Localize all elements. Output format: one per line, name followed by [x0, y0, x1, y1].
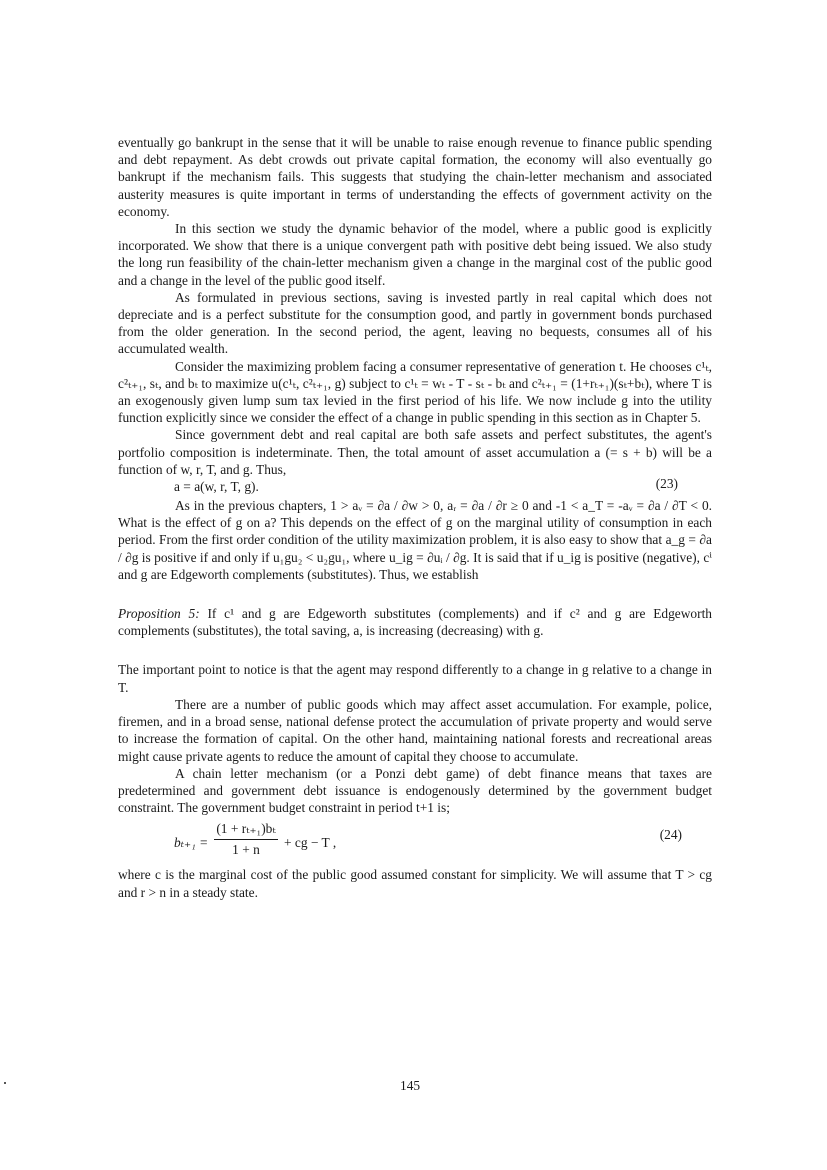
paragraph-1: eventually go bankrupt in the sense that it will be unable to raise enough revenue to finance public spending and debt repayment. As debt crowds out private capital formation, the economy will also eventually go bankrupt if the mechanism fails. This suggests that studying the chain-letter mechanism and associated austerity measures is quite important in terms of understanding the effects of government activity on the economy. — [118, 135, 712, 219]
scan-speck — [4, 1082, 6, 1084]
equation-24-rhs: + cg − T , — [284, 835, 337, 851]
paragraph-7: The important point to notice is that the agent may respond differently to a change in g relative to a change in T. — [118, 662, 712, 695]
paragraph-8: There are a number of public goods which may affect asset accumulation. For example, police, firemen, and in a broad sense, national defense protect the accumulation of private property and would serve to increase the formation of capital. On the other hand, maintaining national forests and recreational areas might cause private agents to reduce the amount of capital they choose to accumulate. — [118, 696, 712, 764]
equation-23-body: a = a(w, r, T, g). — [174, 479, 259, 495]
paragraph-2: In this section we study the dynamic behavior of the model, where a public good is explicitly incorporated. We show that there is a unique convergent path with positive debt being issued. We also study the long run feasibility of the chain-letter mechanism given a change in the marginal cost of the public good and a change in the level of the public good itself. — [118, 221, 712, 288]
paragraph-3: As formulated in previous sections, saving is invested partly in real capital which does not depreciate and is a perfect substitute for the consumption good, and partly in government bonds purchased from the older generation. In the second period, the agent, leaving no bequests, consumes all of his accumulated wealth. — [118, 289, 712, 357]
equation-24-denominator: 1 + n — [232, 841, 260, 857]
equation-23-number: (23) — [655, 476, 678, 492]
paragraph-5: Since government debt and real capital are both safe assets and perfect substitutes, the agent's portfolio composition is indeterminate. Then, the total amount of asset accumulation a (= s + b) will be a function of w, r, T, and g. Thus, — [118, 427, 712, 477]
equation-24-numerator: (1 + rₜ₊₁)bₜ — [214, 820, 278, 839]
equation-24-lhs: bₜ₊₁ = — [174, 835, 209, 851]
page-body — [118, 134, 712, 901]
equation-24-fraction — [214, 820, 278, 857]
proposition-text: If c¹ and g are Edgeworth substitutes (complements) and if c² and g are Edgeworth complements (substitutes), the total saving, a, is increasing (decreasing) with g. — [118, 606, 712, 639]
paragraph-4: Consider the maximizing problem facing a consumer representative of generation t. He chooses c¹ₜ, c²ₜ₊₁, sₜ, and bₜ to maximize u(c¹ₜ, c²ₜ₊₁, g) subject to c¹ₜ = wₜ - T - sₜ - bₜ and c²ₜ₊₁ = (1+rₜ₊₁)(sₜ+bₜ), where T is an exogenously given lump sum tax levied in the first period of his life. We now include g into the utility function explicitly since we consider the effect of a change in public spending in this section as in Chapter 5. — [118, 358, 712, 426]
equation-24 — [118, 820, 712, 866]
page-number: 145 — [400, 1078, 421, 1093]
paragraph-6: As in the previous chapters, 1 > aᵥ = ∂a / ∂w > 0, aᵣ = ∂a / ∂r ≥ 0 and -1 < a_T = -aᵥ = ∂a / ∂T < 0. What is the effect of g on a? This depends on the effect of g on the marginal utility of consumption in each period. From the first order condition of the utility maximization problem, it is also easy to show that a_g = ∂a / ∂g is positive if and only if u₁gu₂ < u₂gu₁, where u_ig = ∂uᵢ / ∂g. It is said that if u_ig is positive (negative), cⁱ and g are Edgeworth complements (substitutes). Thus, we establish — [118, 498, 712, 582]
paragraph-9: A chain letter mechanism (or a Ponzi debt game) of debt finance means that taxes are predetermined and government debt issuance is endogenously determined by the government budget constraint. The government budget constraint in period t+1 is; — [118, 765, 712, 816]
proposition-title: Proposition 5: — [118, 606, 200, 622]
paragraph-10: where c is the marginal cost of the public good assumed constant for simplicity. We will assume that T > cg and r > n in a steady state. — [118, 867, 712, 900]
equation-23 — [118, 478, 712, 497]
equation-24-number: (24) — [659, 827, 682, 843]
proposition-5 — [118, 605, 712, 639]
